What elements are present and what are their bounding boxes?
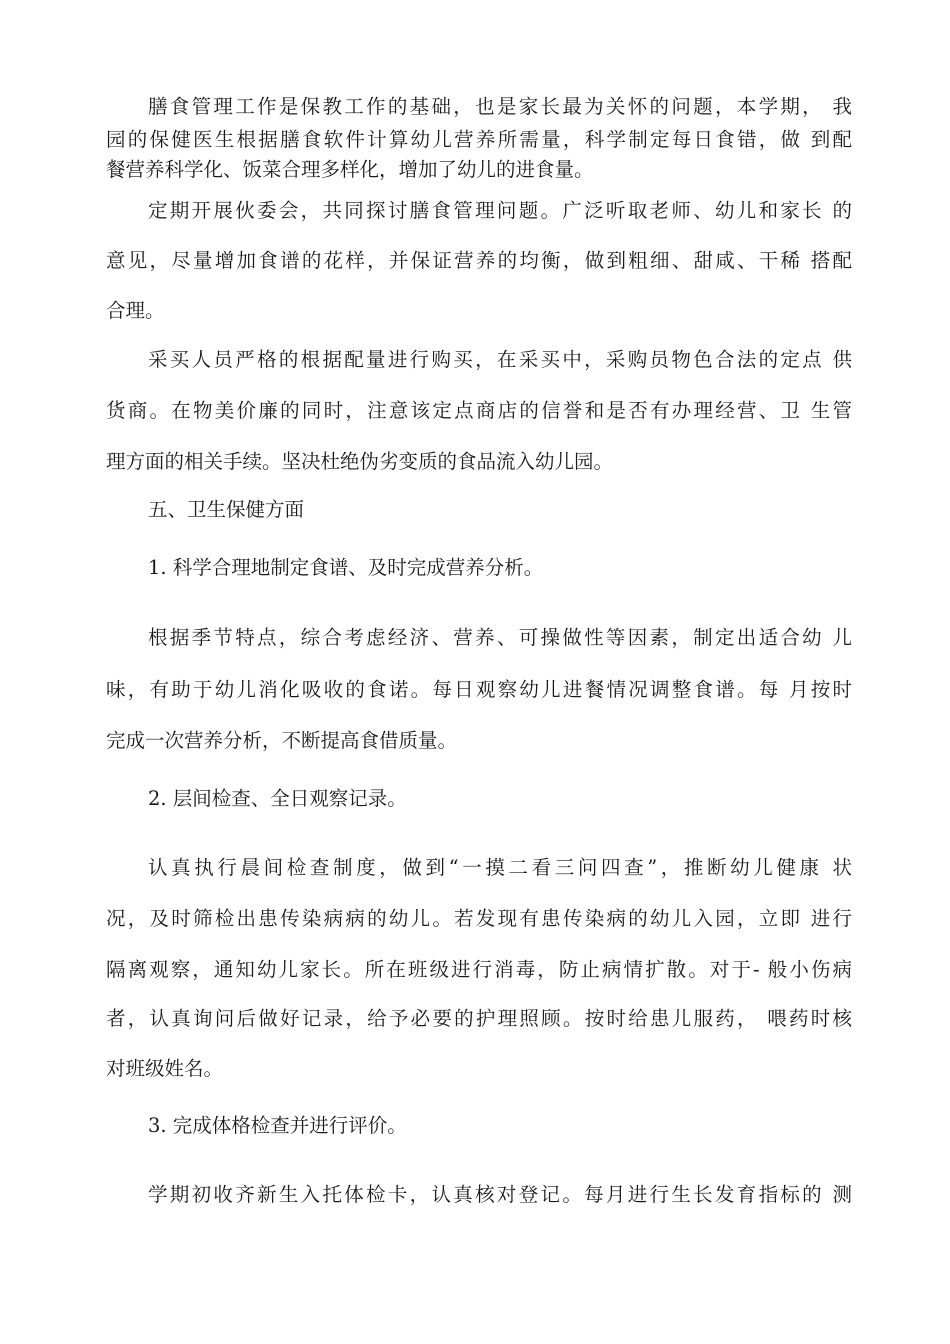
- paragraph-line: 合理。: [106, 299, 165, 322]
- paragraph-line: 况，及时筛检出患传染病病的幼儿。若发现有患传染病的幼儿入园，立即 进行: [106, 907, 852, 930]
- paragraph-line: 根据季节特点，综合考虑经济、营养、可操做性等因素，制定出适合幼 儿: [148, 626, 852, 649]
- paragraph-line: 完成一次营养分析，不断提高食借质量。: [106, 729, 458, 752]
- subsection-heading: 3. 完成体格检查并进行评价。: [148, 1114, 407, 1137]
- subsection-heading: 2. 层间检查、全日观察记录。: [148, 787, 407, 810]
- paragraph-line: 园的保健医生根据膳食软件计算幼儿营养所需量，科学制定每日食错，做 到配: [106, 128, 852, 151]
- document-page: [106, 0, 852, 1344]
- paragraph-line: 定期开展伙委会，共同探讨膳食管理问题。广泛听取老师、幼儿和家长 的: [148, 199, 852, 222]
- paragraph-line: 理方面的相关手续。坚决杜绝伪劣变质的食品流入幼儿园。: [106, 450, 614, 473]
- paragraph-line: 对班级姓名。: [106, 1057, 224, 1080]
- paragraph-line: 认真执行晨间检查制度，做到“一摸二看三问四查”，推断幼儿健康 状: [148, 856, 852, 879]
- paragraph-line: 货商。在物美价廉的同时，注意该定点商店的信誉和是否有办理经营、卫 生管: [106, 399, 852, 422]
- paragraph-line: 采买人员严格的根据配量进行购买，在采买中，采购员物色合法的定点 供: [148, 348, 852, 371]
- paragraph-line: 餐营养科学化、饭菜合理多样化，增加了幼儿的进食量。: [106, 158, 594, 181]
- paragraph-line: 者，认真询问后做好记录，给予必要的护理照顾。按时给患儿服药， 喂药时核: [106, 1007, 852, 1030]
- section-heading: 五、卫生保健方面: [148, 498, 305, 521]
- paragraph-line: 学期初收齐新生入托体检卡，认真核对登记。每月进行生长发育指标的 测: [148, 1183, 852, 1206]
- paragraph-line: 隔离观察，通知幼儿家长。所在班级进行消毒，防止病情扩散。对于- 般小伤病: [106, 958, 852, 981]
- paragraph-line: 膳食管理工作是保教工作的基础，也是家长最为关怀的问题，本学期， 我: [148, 95, 852, 118]
- paragraph-line: 味，有助于幼儿消化吸收的食诺。每日观察幼儿进餐情况调整食谱。每 月按时: [106, 678, 852, 701]
- subsection-heading: 1. 科学合理地制定食谱、及时完成营养分析。: [148, 556, 544, 579]
- paragraph-line: 意见，尽量增加食谱的花样，并保证营养的均衡，做到粗细、甜咸、干稀 搭配: [106, 249, 852, 272]
